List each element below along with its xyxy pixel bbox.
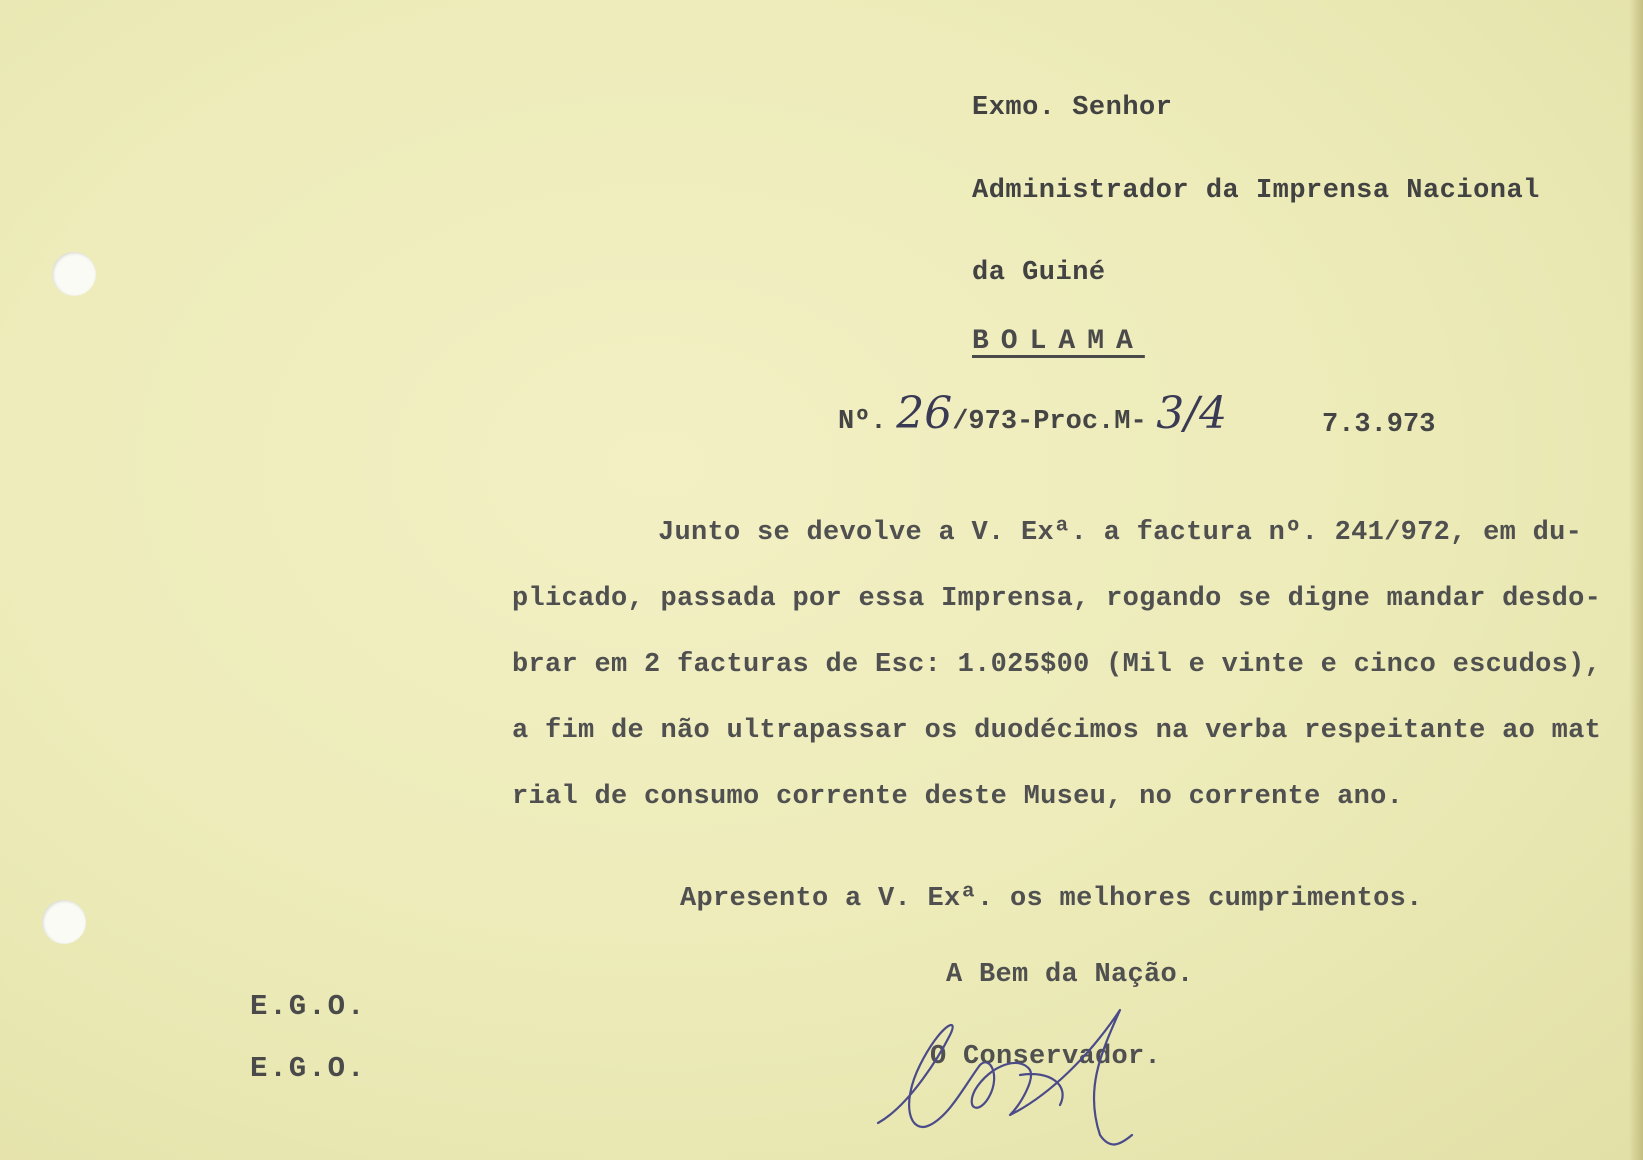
- ref-number-handwritten: 26: [896, 388, 953, 439]
- body-line-1: Junto se devolve a V. Exª. a factura nº. 241/972, em du-: [658, 518, 1583, 548]
- motto: A Bem da Nação.: [946, 960, 1194, 990]
- body-line-3: brar em 2 facturas de Esc: 1.025$00 (Mil e vinte e cinco escudos),: [512, 650, 1602, 680]
- letter-date: 7.3.973: [1322, 410, 1436, 440]
- ref-middle: /973-Proc.M-: [952, 407, 1147, 437]
- punch-hole-bottom: [42, 900, 86, 944]
- initials-2: E.G.O.: [250, 1052, 367, 1085]
- signatory: O Conservador.: [930, 1042, 1162, 1072]
- ref-prefix: Nº.: [838, 407, 887, 437]
- addressee-line-1: Administrador da Imprensa Nacional: [972, 176, 1540, 206]
- body-line-2: plicado, passada por essa Imprensa, rogando se digne mandar desdo-: [512, 584, 1602, 614]
- reference-line: [838, 388, 1227, 439]
- punch-hole-top: [52, 252, 96, 296]
- body-line-5: rial de consumo corrente deste Museu, no corrente ano.: [512, 782, 1404, 812]
- closing: Apresento a V. Exª. os melhores cumprimentos.: [680, 884, 1423, 914]
- ref-proc-handwritten: 3/4: [1156, 388, 1228, 439]
- city: BOLAMA: [972, 326, 1145, 357]
- addressee-line-2: da Guiné: [972, 258, 1106, 288]
- handwritten-signature: [870, 995, 1180, 1155]
- salutation: Exmo. Senhor: [972, 93, 1173, 123]
- body-line-4: a fim de não ultrapassar os duodécimos na verba respeitante ao mat: [512, 716, 1602, 746]
- initials-1: E.G.O.: [250, 990, 367, 1023]
